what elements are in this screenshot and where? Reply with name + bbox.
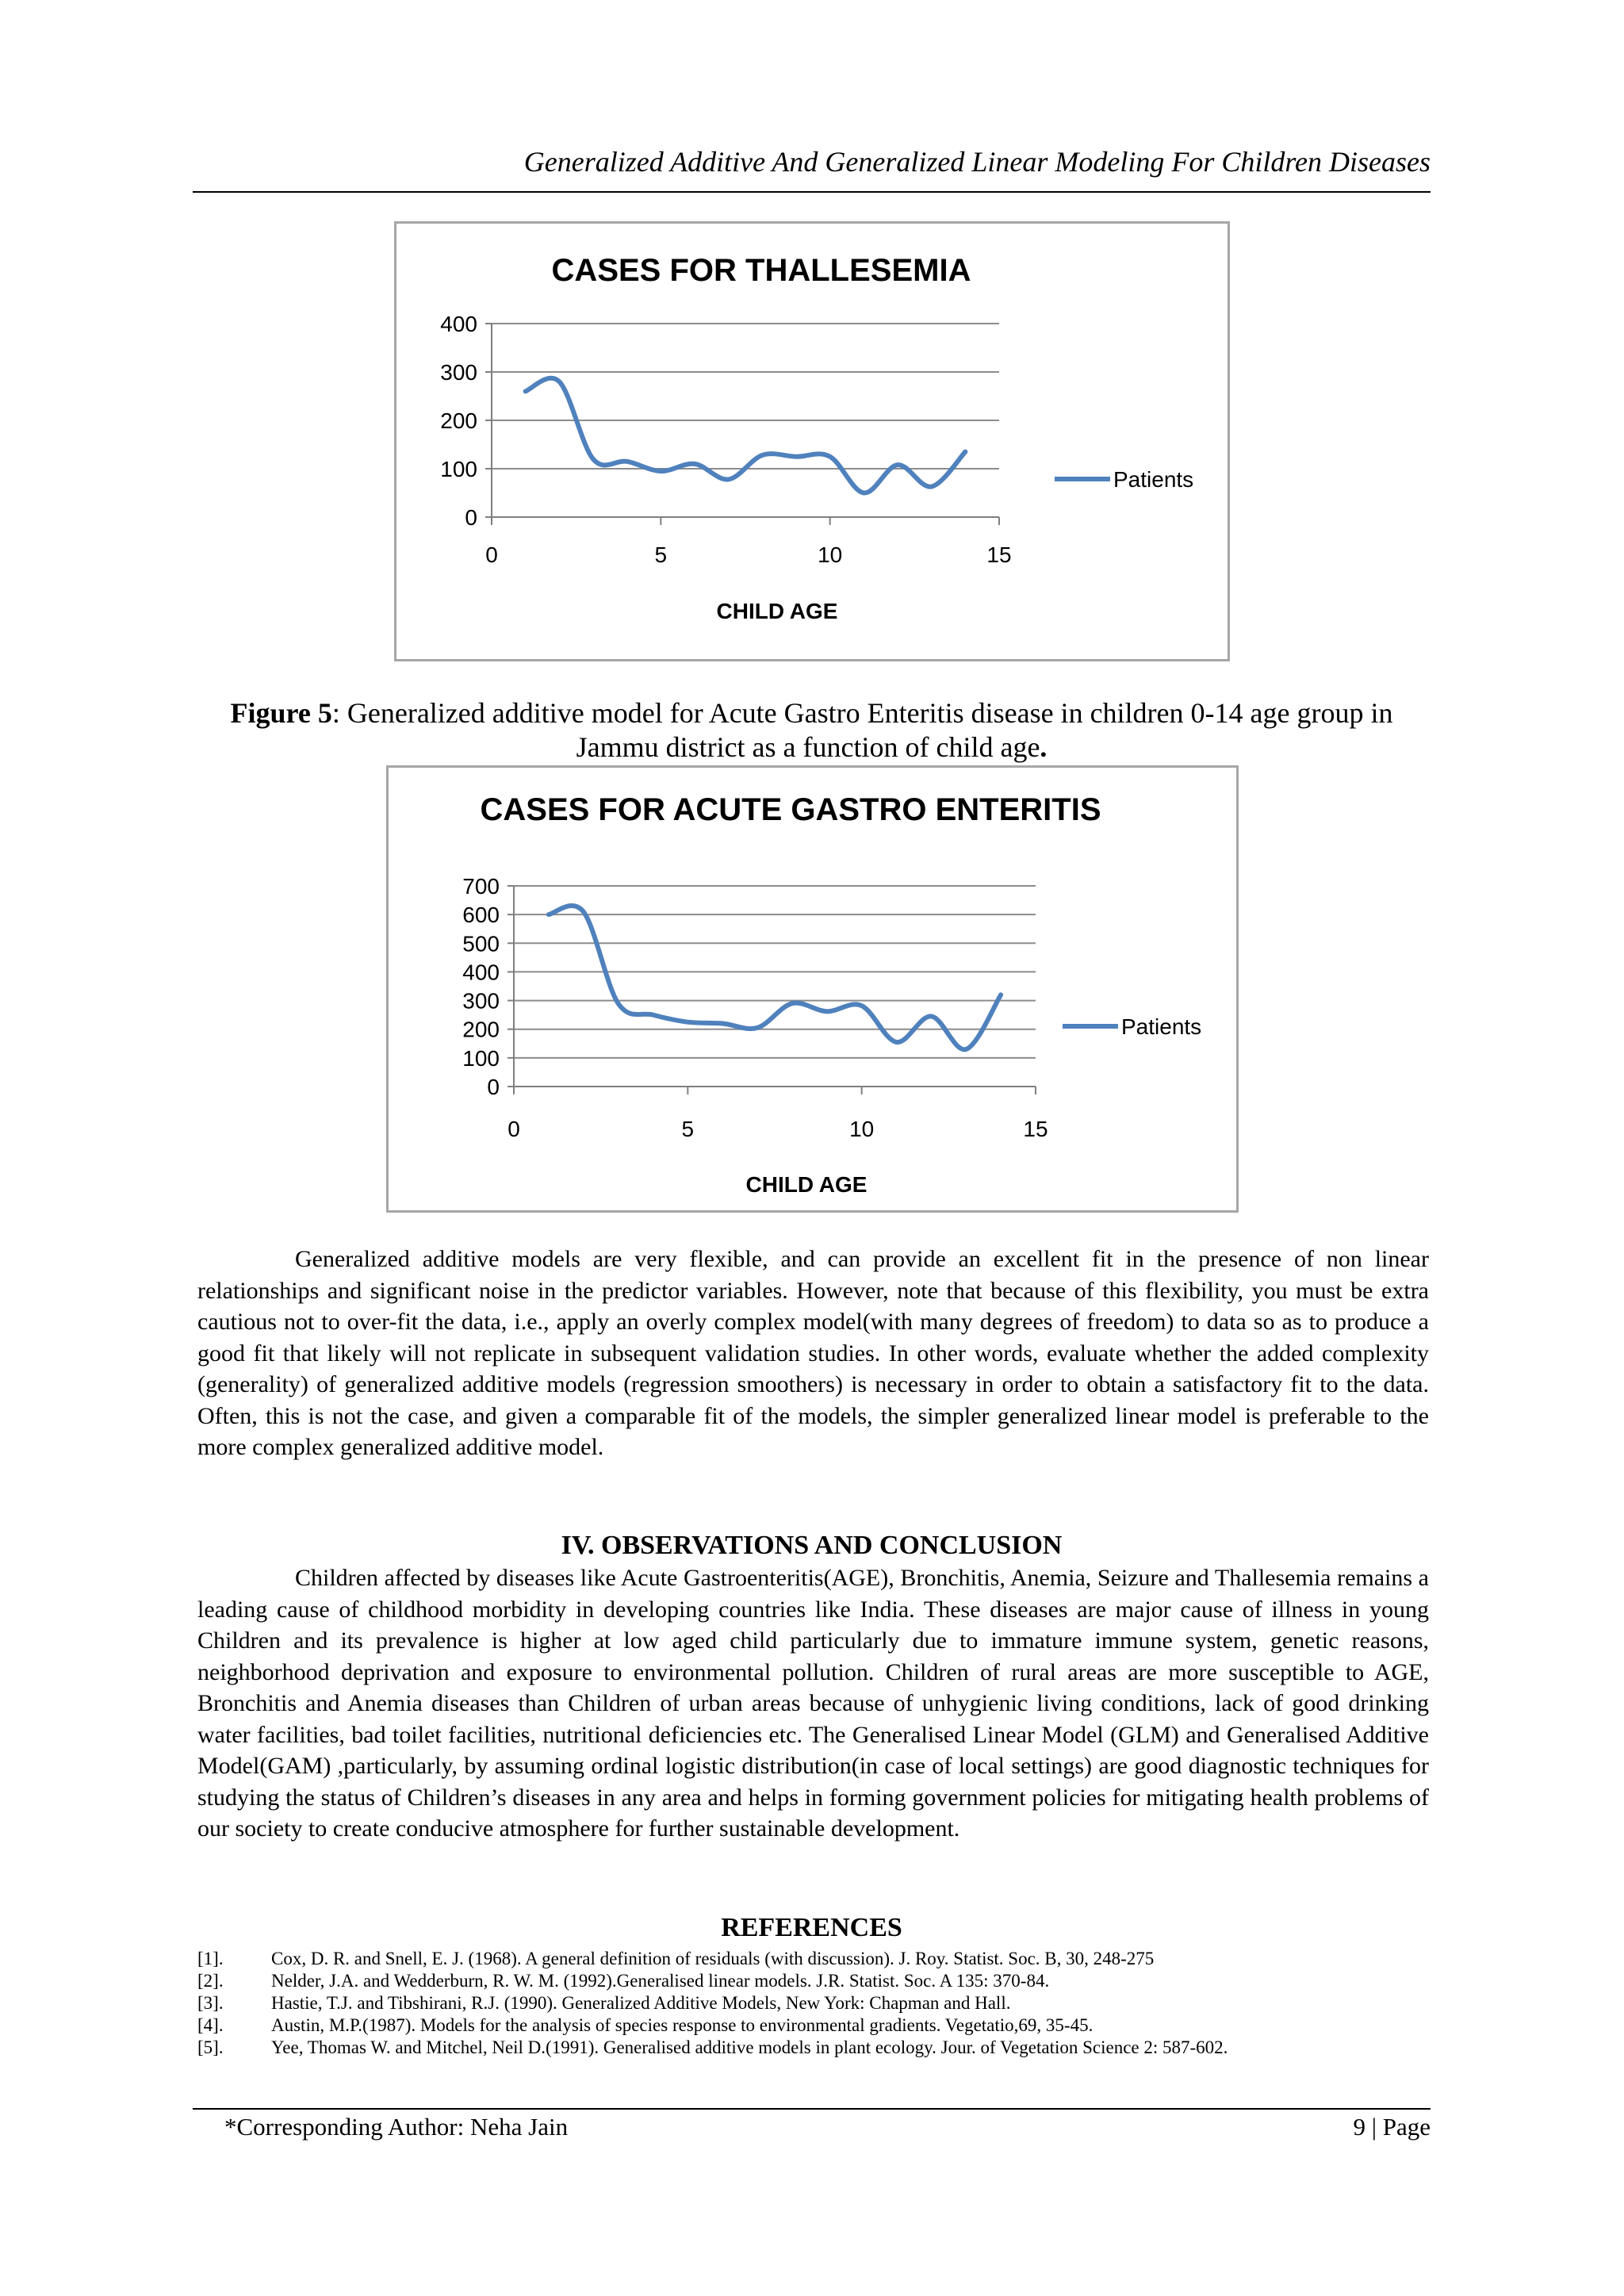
y-tick-label: 300 <box>440 360 477 385</box>
chart-age-svg <box>389 768 1236 1210</box>
figure5-text: : Generalized additive model for Acute Gastro Enteritis disease in children 0-14 age group in Jammu district as a function of child age <box>331 697 1393 764</box>
x-tick-label: 10 <box>818 542 843 567</box>
section-heading-observations: IV. OBSERVATIONS AND CONCLUSION <box>561 1531 1063 1560</box>
running-header: Generalized Additive And Generalized Linear Modeling For Children Diseases <box>523 146 1431 178</box>
x-axis-label: CHILD AGE <box>745 1172 868 1197</box>
series-line-patients <box>549 906 1001 1049</box>
x-axis-label: CHILD AGE <box>716 599 838 623</box>
y-tick-label: 200 <box>440 408 477 433</box>
x-tick-label: 0 <box>508 1117 520 1141</box>
y-tick-label: 100 <box>462 1045 500 1071</box>
y-tick-label: 0 <box>487 1075 500 1099</box>
y-tick-label: 200 <box>462 1017 500 1042</box>
reference-number: [1]. <box>197 1949 224 1968</box>
y-tick-label: 0 <box>465 505 477 530</box>
figure5-label: Figure 5 <box>230 697 332 729</box>
reference-item <box>197 2037 1429 2059</box>
header-rule <box>193 191 1431 193</box>
reference-item <box>197 1992 1429 2014</box>
reference-number: [5]. <box>197 2037 224 2057</box>
reference-item <box>197 2014 1429 2037</box>
x-tick-label: 15 <box>1023 1117 1048 1141</box>
reference-number: [3]. <box>197 1993 224 2013</box>
legend-label: Patients <box>1121 1014 1202 1039</box>
x-tick-label: 0 <box>485 542 498 567</box>
x-tick-label: 15 <box>986 542 1012 567</box>
reference-item <box>197 1948 1429 1970</box>
chart-thallesemia-svg <box>396 224 1228 659</box>
reference-number: [4]. <box>197 2015 224 2035</box>
y-tick-label: 500 <box>462 931 500 956</box>
chart-age <box>386 765 1239 1213</box>
x-tick-label: 10 <box>849 1117 875 1141</box>
legend-label: Patients <box>1113 467 1194 492</box>
reference-text: Austin, M.P.(1987). Models for the analysis of species response to environmental gradients. Vegetatio,69, 35-45. <box>271 2015 1094 2035</box>
corresponding-author: *Corresponding Author: Neha Jain <box>224 2113 569 2141</box>
y-tick-label: 600 <box>462 903 500 928</box>
y-tick-label: 400 <box>462 960 500 985</box>
reference-text: Hastie, T.J. and Tibshirani, R.J. (1990). Generalized Additive Models, New York: Chapman and Hall. <box>271 1993 1011 2013</box>
paragraph-gam: Generalized additive models are very flexible, and can provide an excellent fit in the presence of non linear relationships and significant noise in the predictor variables. However, note that because of this flexibility, you must be extra cautious not to over-fit the data, i.e., apply an overly complex model(with many degrees of freedom) to data so as to produce a good fit that likely will not replicate in subsequent validation studies. In other words, evaluate whether the added complexity (generality) of generalized additive models (regression smoothers) is necessary in order to obtain a satisfactory fit to the data. Often, this is not the case, and given a comparable fit of the models, the simpler generalized linear model is preferable to the more complex generalized additive model. <box>197 1246 1429 1460</box>
reference-item <box>197 1970 1429 1992</box>
y-tick-label: 400 <box>440 312 477 336</box>
references-list <box>197 1948 1429 2059</box>
paragraph-conclusion: Children affected by diseases like Acute Gastroenteritis(AGE), Bronchitis, Anemia, Seizure and Thallesemia remains a leading cause of childhood morbidity in developing countries like India. These diseases are major cause of illness in young Children and its prevalence is higher at low aged child particularly due to immature immune system, genetic reasons, neighborhood deprivation and exposure to environmental pollution. Children of rural areas are more susceptible to AGE, Bronchitis and Anemia diseases than Children of urban areas because of unhygienic living conditions, lack of good drinking water facilities, bad toilet facilities, nutritional deficiencies etc. The Generalised Linear Model (GLM) and Generalised Additive Model(GAM) ,particularly, by assuming ordinal logistic distribution(in case of local settings) are good diagnostic techniques for studying the status of Children’s diseases in any area and helps in forming government policies for mitigating health problems of our society to create conducive atmosphere for further sustainable development. <box>197 1565 1429 1842</box>
footer-rule <box>193 2108 1431 2110</box>
y-tick-label: 700 <box>462 874 500 899</box>
chart-title: CASES FOR ACUTE GASTRO ENTERITIS <box>480 792 1101 827</box>
reference-text: Cox, D. R. and Snell, E. J. (1968). A general definition of residuals (with discussion). J. Roy. Statist. Soc. B, 30, 248-275 <box>271 1949 1155 1968</box>
page-number: 9 | Page <box>1353 2113 1431 2141</box>
figure5-end: . <box>1040 731 1048 764</box>
y-tick-label: 100 <box>440 457 477 481</box>
reference-text: Nelder, J.A. and Wedderburn, R. W. M. (1992).Generalised linear models. J.R. Statist. Soc. A 135: 370-84. <box>271 1971 1050 1991</box>
reference-number: [2]. <box>197 1971 224 1991</box>
reference-text: Yee, Thomas W. and Mitchel, Neil D.(1991). Generalised additive models in plant ecology. Jour. of Vegetation Science 2: 587-602. <box>271 2037 1228 2057</box>
y-tick-label: 300 <box>462 988 500 1014</box>
references-heading: REFERENCES <box>721 1913 902 1942</box>
x-tick-label: 5 <box>654 542 668 567</box>
x-tick-label: 5 <box>681 1117 695 1141</box>
chart-title: CASES FOR THALLESEMIA <box>551 253 971 288</box>
figure5-caption <box>193 696 1431 765</box>
chart-thallesemia <box>394 221 1230 661</box>
series-line-patients <box>526 378 966 493</box>
